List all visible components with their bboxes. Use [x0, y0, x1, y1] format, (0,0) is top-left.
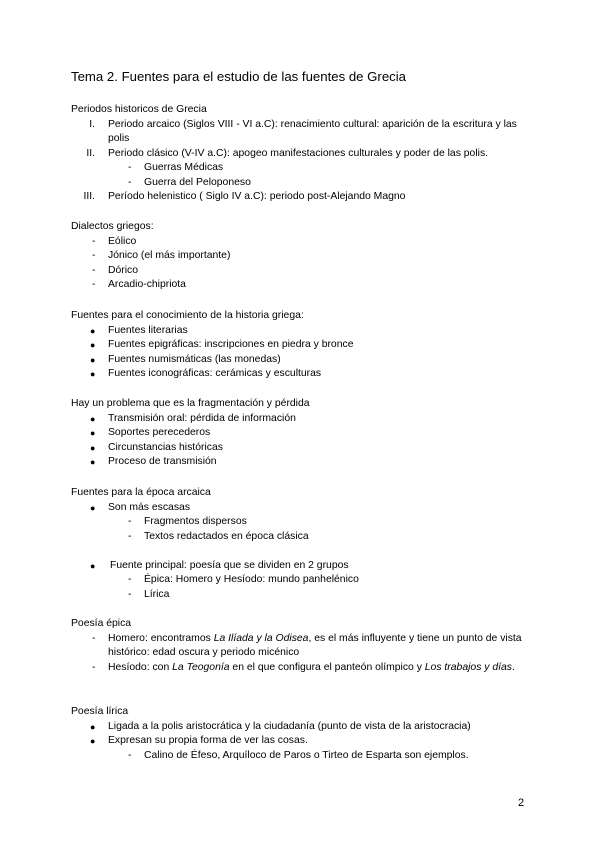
- list-item: [71, 324, 541, 339]
- bullet-marker: ●: [90, 721, 96, 732]
- document-title: Tema 2. Fuentes para el estudio de las fuentes de Grecia: [71, 69, 407, 84]
- bullet-marker: ●: [90, 502, 96, 513]
- list-item-text: Período helenistico ( Siglo IV a.C): periodo post-Alejando Magno: [108, 191, 406, 202]
- list-item-text: Periodo arcaico (Siglos VIII - VI a.C): renacimiento cultural: aparición de la escritura y las polis: [108, 118, 517, 144]
- bullet-marker: ●: [90, 457, 96, 467]
- section-dialectos: [71, 220, 541, 293]
- list-item: [71, 501, 541, 516]
- list-item-text: Dórico: [108, 264, 139, 276]
- section-lirica: [71, 705, 541, 763]
- dash-marker: -: [128, 176, 132, 188]
- list-item: [71, 441, 541, 456]
- list-item-text: Proceso de transmisión: [108, 456, 217, 467]
- book-title: Los trabajos y días: [424, 661, 512, 673]
- list-item: [71, 661, 541, 676]
- list-item: [71, 147, 541, 162]
- list-item: [71, 249, 541, 264]
- list-item-text: Circunstancias históricas: [108, 441, 223, 453]
- section-heading: Dialectos griegos:: [71, 221, 154, 232]
- section-heading: Poesía lírica: [71, 706, 129, 717]
- dash-marker: -: [128, 530, 132, 542]
- dash-marker: -: [92, 279, 96, 290]
- list-item-text: Soportes perecederos: [108, 427, 211, 438]
- list-item: [71, 264, 541, 279]
- dash-marker: -: [92, 661, 96, 673]
- list-item-text: Lírica: [144, 588, 170, 600]
- bullet-marker: ●: [90, 428, 96, 438]
- list-item-text: Expresan su propia forma de ver las cosas.: [108, 735, 308, 746]
- section-heading: Fuentes para la época arcaica: [71, 487, 211, 498]
- list-item-text: Fuentes iconográficas: cerámicas y esculturas: [108, 368, 322, 379]
- section-periodos: [71, 103, 541, 205]
- sub-list-item: [71, 588, 541, 603]
- sub-list-item: [71, 530, 541, 545]
- list-item: [71, 559, 541, 574]
- book-title: la Odisea: [264, 632, 309, 644]
- dash-marker: -: [128, 749, 132, 761]
- roman-numeral: I.: [89, 118, 95, 130]
- dash-marker: -: [128, 162, 132, 173]
- section-epica: [71, 617, 541, 675]
- list-item: [71, 235, 541, 250]
- roman-numeral: II.: [86, 147, 95, 159]
- sub-list-item: [71, 176, 541, 191]
- list-item-text: Épica: Homero y Hesíodo: mundo panhelénico: [144, 574, 359, 585]
- section-heading: Fuentes para el conocimiento de la historia griega:: [71, 310, 304, 321]
- sub-list-item: [71, 573, 541, 588]
- list-item-text: Guerras Médicas: [144, 162, 224, 173]
- list-item-text: Son más escasas: [108, 501, 191, 513]
- bullet-marker: ●: [90, 325, 96, 336]
- dash-marker: -: [128, 588, 132, 600]
- list-item-text: Eólico: [108, 235, 137, 247]
- sub-list-item: [71, 749, 541, 764]
- dash-marker: -: [92, 264, 96, 276]
- list-item-text: Periodo clásico (V-IV a.C): apogeo manifestaciones culturales y poder de las polis.: [108, 147, 489, 159]
- dash-marker: -: [128, 574, 132, 585]
- list-item: [71, 734, 541, 749]
- list-item: [71, 338, 541, 353]
- bullet-marker: ●: [90, 340, 96, 350]
- list-item-text: Fuentes epigráficas: inscripciones en piedra y bronce: [108, 339, 354, 350]
- list-item-text: Fragmentos dispersos: [144, 516, 247, 527]
- list-item: [71, 278, 541, 293]
- list-item-text: Guerra del Peloponeso: [144, 176, 251, 188]
- bullet-marker: ●: [90, 442, 96, 453]
- sub-list-item: [71, 161, 541, 176]
- list-item-text: Textos redactados en época clásica: [144, 530, 309, 542]
- list-item: [71, 455, 541, 470]
- section-heading: Periodos historicos de Grecia: [71, 104, 207, 115]
- list-item-text: Fuentes literarias: [108, 324, 188, 336]
- list-item-text: Calino de Éfeso, Arquíloco de Paros o Tirteo de Esparta son ejemplos.: [144, 749, 469, 761]
- dash-marker: -: [128, 516, 132, 527]
- bullet-marker: ●: [90, 354, 96, 365]
- book-title: La Teogonía: [172, 661, 230, 673]
- list-item: [71, 426, 541, 441]
- list-item: [71, 412, 541, 427]
- list-item: [71, 720, 541, 735]
- dash-marker: -: [92, 632, 96, 644]
- section-heading: Hay un problema que es la fragmentación y pérdida: [71, 398, 310, 409]
- list-item-text: Hesíodo: con La Teogonía en el que configura el panteón olímpico y Los trabajos y días.: [108, 661, 515, 673]
- list-item: [71, 632, 541, 661]
- list-item-text: Arcadio-chipriota: [108, 279, 186, 290]
- list-item: [71, 118, 541, 147]
- page-number: 2: [518, 797, 525, 809]
- list-item-text: Homero: encontramos La Ilíada y la Odisea, es el más influyente y tiene un punto de vista histórico: edad oscura y periodo micénico: [108, 632, 522, 658]
- section-arcaica: [71, 486, 541, 602]
- bullet-marker: ●: [90, 560, 96, 571]
- section-heading: Poesía épica: [71, 618, 132, 629]
- list-item-text: Ligada a la polis aristocrática y la ciudadanía (punto de vista de la aristocracia): [108, 720, 471, 732]
- section-problema: [71, 397, 541, 470]
- list-item: [71, 367, 541, 382]
- section-fuentes: [71, 309, 541, 382]
- roman-numeral: III.: [83, 191, 95, 202]
- book-title: La Ilíada: [213, 632, 254, 644]
- list-item-text: Jónico (el más importante): [108, 250, 231, 261]
- list-item-text: Fuentes numismáticas (las monedas): [108, 353, 281, 365]
- bullet-marker: ●: [90, 736, 96, 746]
- list-item-text: Fuente principal: poesía que se dividen en 2 grupos: [110, 559, 349, 571]
- sub-list-item: [71, 515, 541, 530]
- bullet-marker: ●: [90, 413, 96, 424]
- dash-marker: -: [92, 235, 96, 247]
- dash-marker: -: [92, 250, 96, 261]
- list-item: [71, 353, 541, 368]
- list-item: [71, 190, 541, 205]
- list-item-text: Transmisión oral: pérdida de información: [108, 412, 296, 424]
- bullet-marker: ●: [90, 369, 96, 379]
